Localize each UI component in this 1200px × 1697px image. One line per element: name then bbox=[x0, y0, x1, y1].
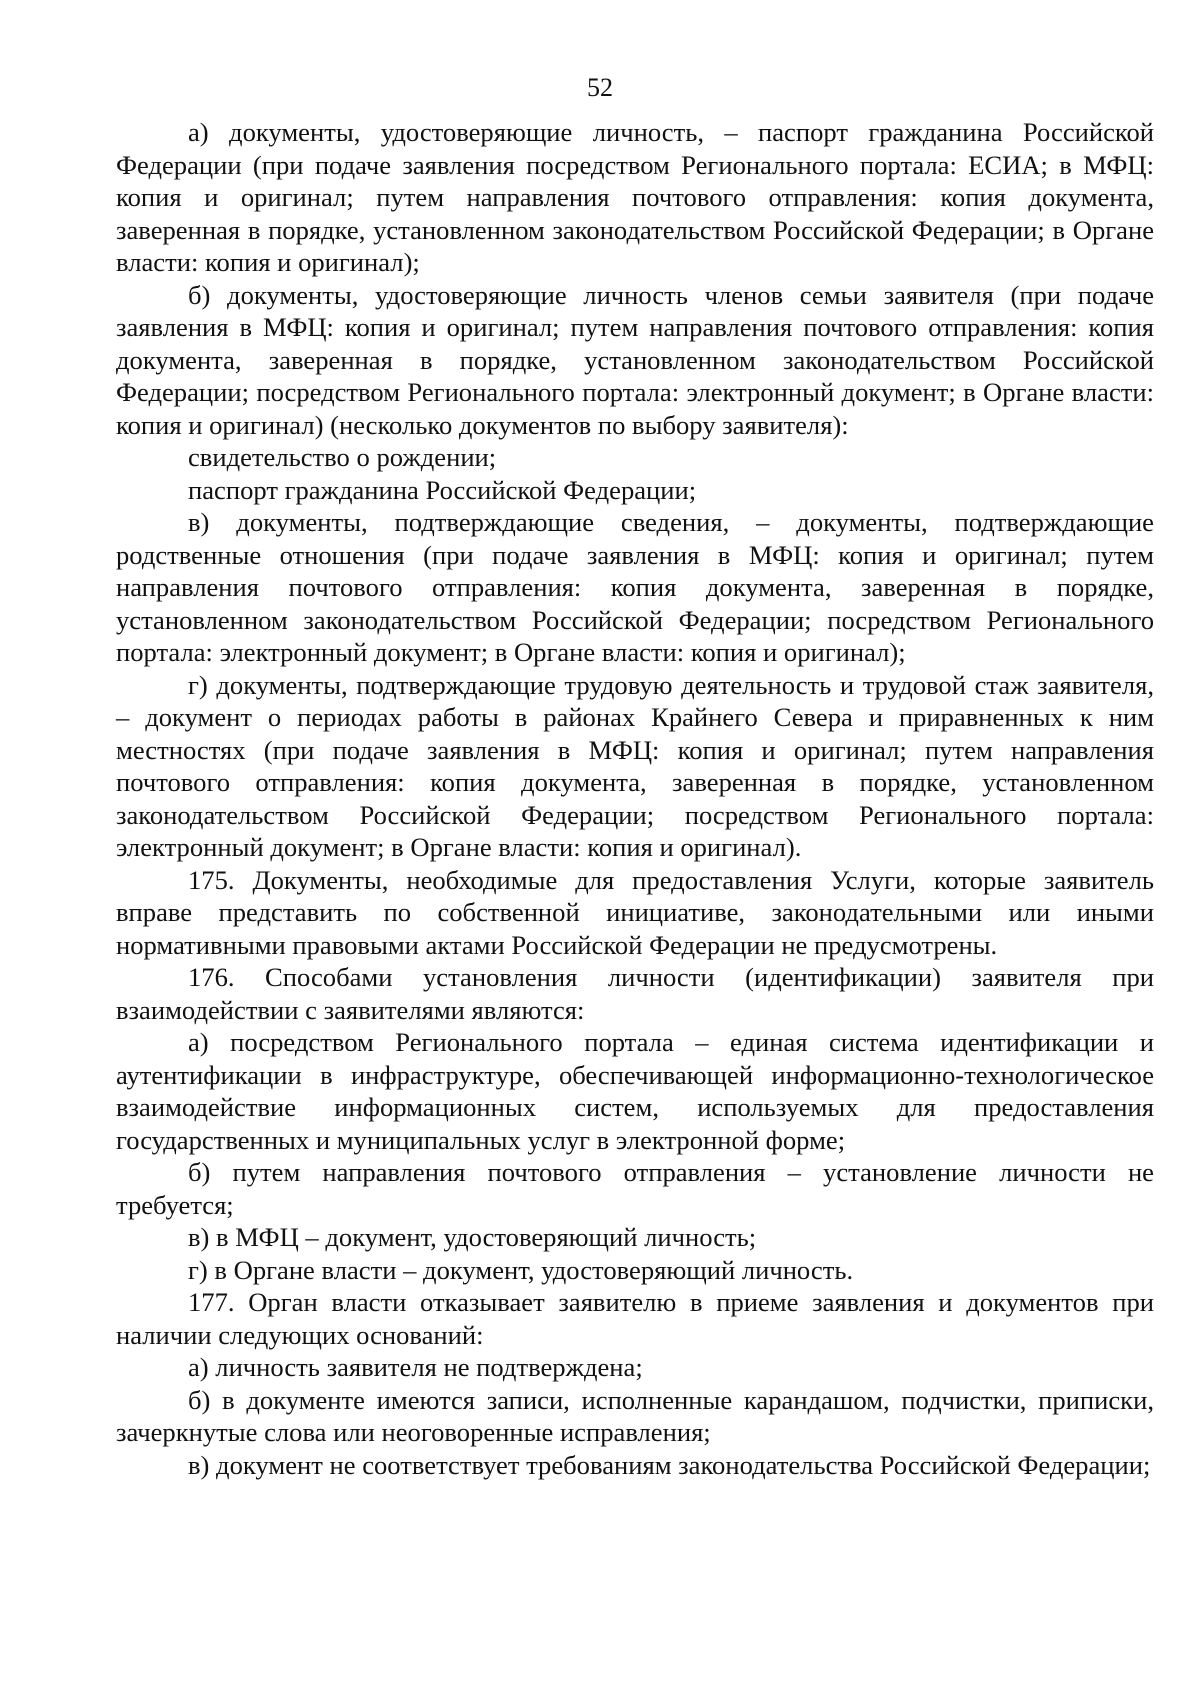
clause-177-item-v: в) документ не соответствует требованиям законодательства Российской Федерации; bbox=[188, 1449, 1151, 1480]
clause-175: 175. Документы, необходимые для предоставления Услуги, которые заявитель вправе представить по собственной инициативе, законодательными или иными нормативными правовыми актами Российской Федерации не предусмотрены. bbox=[116, 864, 1154, 960]
clause-176: 176. Способами установления личности (идентификации) заявителя при взаимодействии с заявителями являются: bbox=[116, 962, 1154, 1025]
paragraph-v-kinship-documents: в) документы, подтверждающие сведения, – документы, подтверждающие родственные отношения (при подаче заявления в МФЦ: копия и оригинал; путем направления почтового отправления: копия документа, заверенная в порядке, установленном законодательством Российской Федерации; посредством Регионального портала: электронный документ; в Органе власти: копия и оригинал); bbox=[116, 507, 1154, 667]
paragraph-a-identity-documents: а) документы, удостоверяющие личность, – паспорт гражданина Российской Федерации (при подаче заявления посредством Регионального портала: ЕСИА; в МФЦ: копия и оригинал; путем направления почтового отправления: копия документа, заверенная в порядке, установленном законодательством Российской Федерации; в Органе власти: копия и оригинал); bbox=[116, 117, 1154, 277]
clause-176-item-b: б) путем направления почтового отправления – установление личности не требуется; bbox=[116, 1157, 1154, 1220]
list-item-passport: паспорт гражданина Российской Федерации; bbox=[188, 474, 697, 505]
clause-177: 177. Орган власти отказывает заявителю в приеме заявления и документов при наличии следующих оснований: bbox=[116, 1287, 1154, 1350]
clause-177-item-b: б) в документе имеются записи, исполненные карандашом, подчистки, приписки, зачеркнутые слова или неоговоренные исправления; bbox=[116, 1384, 1154, 1447]
clause-176-item-g: г) в Органе власти – документ, удостоверяющий личность. bbox=[188, 1254, 854, 1285]
page-number: 52 bbox=[587, 73, 613, 102]
paragraph-g-employment-documents: г) документы, подтверждающие трудовую деятельность и трудовой стаж заявителя, – документ о периодах работы в районах Крайнего Севера и приравненных к ним местностях (при подаче заявления в МФЦ: копия и оригинал; путем направления почтового отправления: копия документа, заверенная в порядке, установленном законодательством Российской Федерации; посредством Регионального портала: электронный документ; в Органе власти: копия и оригинал). bbox=[116, 669, 1154, 862]
clause-177-item-a: а) личность заявителя не подтверждена; bbox=[188, 1352, 643, 1382]
document-body bbox=[116, 116, 1154, 1481]
clause-176-item-v: в) в МФЦ – документ, удостоверяющий личность; bbox=[188, 1222, 757, 1252]
list-item-birth-certificate: свидетельство о рождении; bbox=[188, 442, 497, 472]
clause-176-item-a: а) посредством Регионального портала – единая система идентификации и аутентификации в инфраструктуре, обеспечивающей информационно-технологическое взаимодействие информационных систем, используемых для предоставления государственных и муниципальных услуг в электронной форме; bbox=[116, 1027, 1154, 1155]
paragraph-b-family-identity-documents: б) документы, удостоверяющие личность членов семьи заявителя (при подаче заявления в МФЦ: копия и оригинал; путем направления почтового отправления: копия документа, заверенная в порядке, установленном законодательством Российской Федерации; посредством Регионального портала: электронный документ; в Органе власти: копия и оригинал) (несколько документов по выбору заявителя): bbox=[116, 279, 1154, 440]
